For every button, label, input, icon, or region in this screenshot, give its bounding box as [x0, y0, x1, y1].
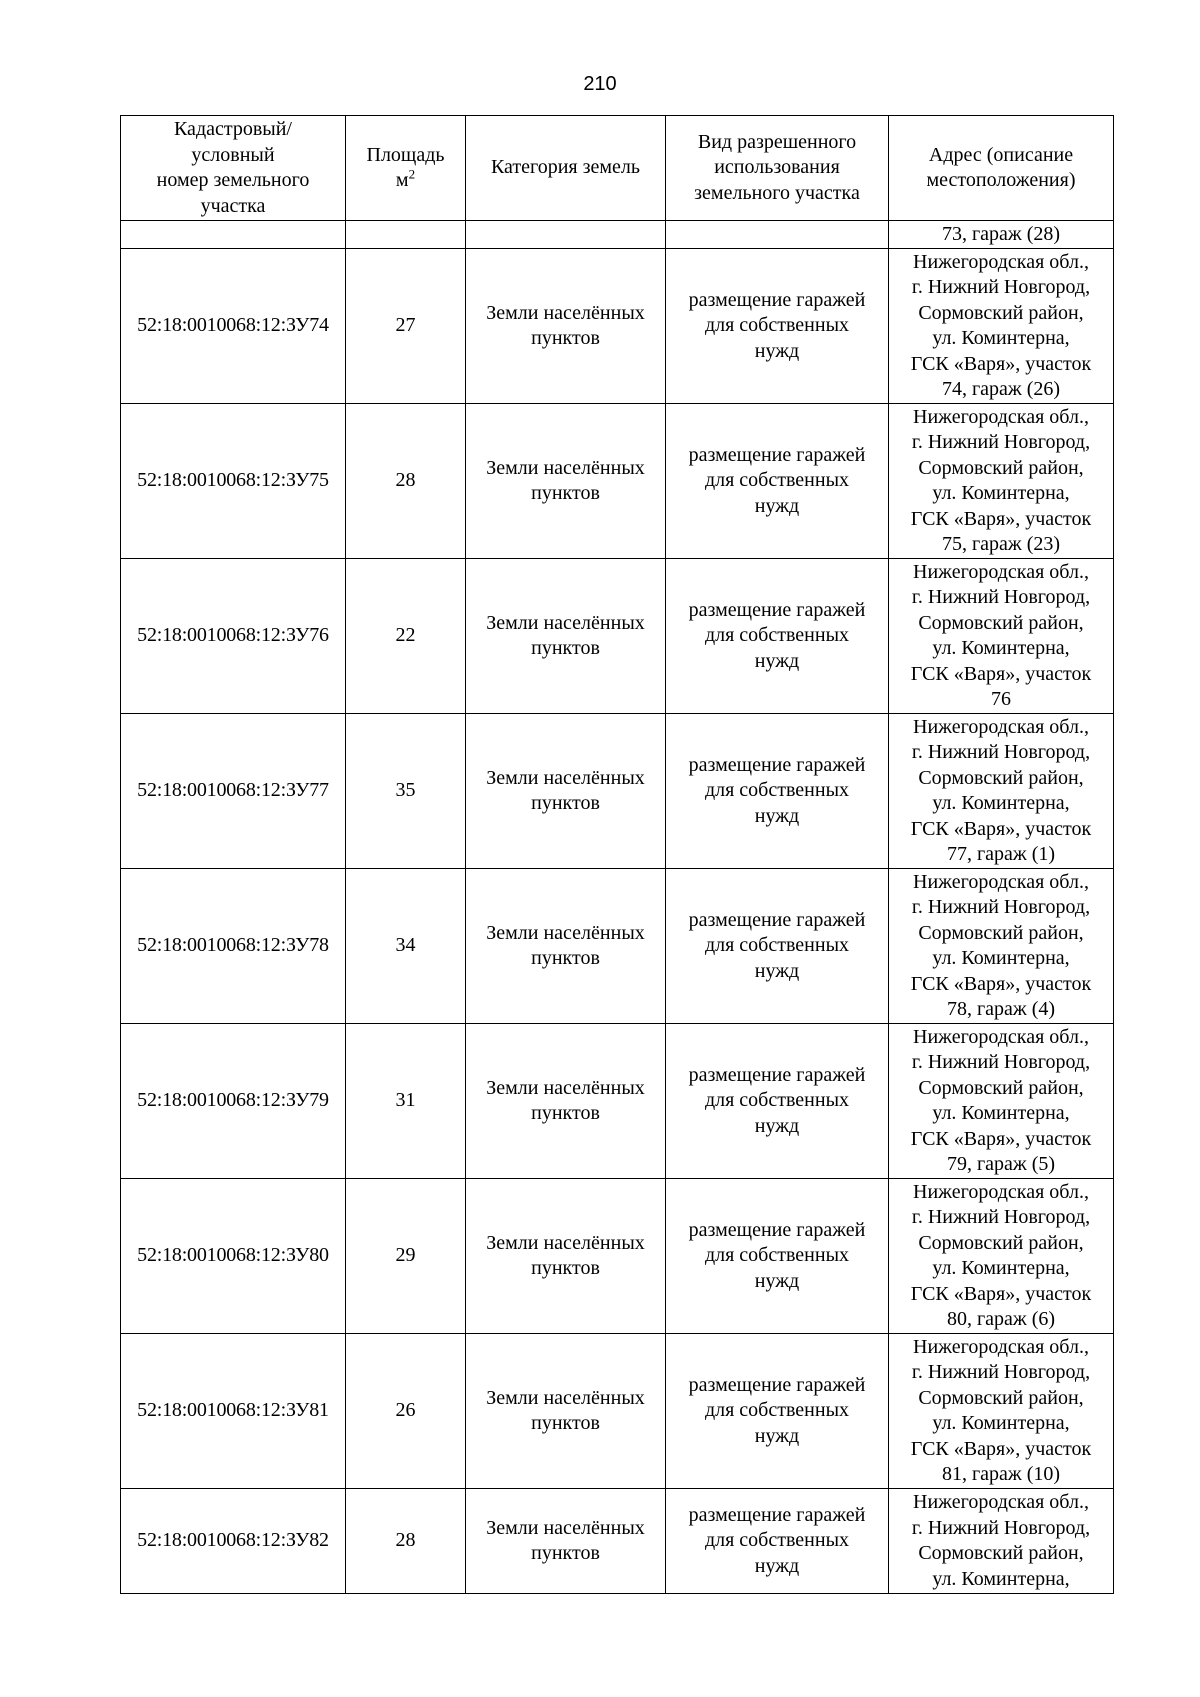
cadastral-number: 52:18:0010068:12:ЗУ77 — [121, 714, 346, 869]
header-cadastral-number — [121, 116, 346, 221]
address — [889, 559, 1114, 714]
text-line: Сормовский район, — [918, 1542, 1084, 1564]
header-area — [346, 116, 466, 221]
text-line: Сормовский район, — [918, 301, 1084, 324]
text-line: Сормовский район, — [918, 1231, 1084, 1254]
area-value: 34 — [346, 869, 466, 1024]
text-line: пунктов — [531, 1102, 600, 1124]
header-area-unit — [346, 168, 465, 194]
text-line: размещение гаражей — [688, 598, 866, 621]
header-text-line: Вид разрешенного — [697, 130, 857, 153]
text-line: Сормовский район, — [918, 611, 1084, 634]
header-land-category — [466, 116, 666, 221]
header-permitted-use — [666, 116, 889, 221]
header-text-line: Адрес (описание — [928, 143, 1074, 166]
empty-cell — [466, 221, 666, 249]
text-line: 76 — [991, 688, 1011, 710]
area-value: 31 — [346, 1024, 466, 1179]
header-text-line: участка — [200, 194, 266, 217]
text-line: пунктов — [531, 947, 600, 969]
text-line: нужд — [754, 959, 800, 982]
text-line: Нижегородская обл., — [913, 250, 1089, 273]
text-line: нужд — [754, 1424, 800, 1447]
text-line: нужд — [754, 649, 800, 672]
area-value: 22 — [346, 559, 466, 714]
text-line: для собственных — [704, 779, 850, 802]
area-value: 28 — [346, 404, 466, 559]
text-line: г. Нижний Новгород, — [911, 896, 1091, 918]
text-line: 75, гараж (23) — [941, 533, 1061, 555]
text-line: 79, гараж (5) — [946, 1153, 1056, 1175]
table-row — [121, 1024, 1114, 1179]
text-line: ул. Коминтерна, — [932, 792, 1070, 814]
land-category — [466, 1179, 666, 1334]
page-number: 210 — [583, 73, 617, 95]
area-value: 27 — [346, 249, 466, 404]
table-row — [121, 1334, 1114, 1489]
permitted-use — [666, 714, 889, 869]
text-line: ГСК «Варя», участок — [910, 507, 1092, 530]
text-line: г. Нижний Новгород, — [911, 276, 1091, 298]
table-row — [121, 1179, 1114, 1334]
text-line: 74, гараж (26) — [941, 378, 1061, 400]
address — [889, 1024, 1114, 1179]
text-line: ГСК «Варя», участок — [910, 972, 1092, 995]
text-line: нужд — [754, 804, 800, 827]
permitted-use — [666, 869, 889, 1024]
text-line: ГСК «Варя», участок — [910, 352, 1092, 375]
permitted-use — [666, 559, 889, 714]
text-line: г. Нижний Новгород, — [911, 586, 1091, 608]
text-line: для собственных — [704, 624, 850, 647]
empty-cell — [666, 221, 889, 249]
text-line: пунктов — [531, 637, 600, 659]
text-line: Сормовский район, — [918, 456, 1084, 479]
permitted-use — [666, 1334, 889, 1489]
text-line: Земли населённых — [486, 611, 645, 634]
text-line: пунктов — [531, 1542, 600, 1564]
table-row — [121, 404, 1114, 559]
text-line: пунктов — [531, 482, 600, 504]
area-unit: м — [395, 169, 409, 191]
text-line: Земли населённых — [486, 456, 645, 479]
text-line: г. Нижний Новгород, — [911, 431, 1091, 453]
text-line: Земли населённых — [486, 766, 645, 789]
text-line: нужд — [754, 494, 800, 517]
land-category — [466, 1334, 666, 1489]
text-line: размещение гаражей — [688, 443, 866, 466]
text-line: пунктов — [531, 1412, 600, 1434]
text-line: для собственных — [704, 314, 850, 337]
permitted-use — [666, 249, 889, 404]
text-line: Сормовский район, — [918, 766, 1084, 789]
address — [889, 404, 1114, 559]
text-line: для собственных — [704, 1399, 850, 1422]
land-category — [466, 559, 666, 714]
text-line: Нижегородская обл., — [913, 1335, 1089, 1358]
text-line: для собственных — [704, 1529, 850, 1552]
header-text-line: Площадь — [366, 143, 445, 166]
address — [889, 1179, 1114, 1334]
text-line: Нижегородская обл., — [913, 405, 1089, 428]
text-line: ГСК «Варя», участок — [910, 817, 1092, 840]
text-line: Сормовский район, — [918, 921, 1084, 944]
address — [889, 869, 1114, 1024]
header-text-line: местоположения) — [926, 169, 1076, 191]
text-line: для собственных — [704, 1244, 850, 1267]
text-line: размещение гаражей — [688, 1063, 866, 1086]
text-line: пунктов — [531, 327, 600, 349]
text-line: Нижегородская обл., — [913, 1180, 1089, 1203]
text-line: Сормовский район, — [918, 1386, 1084, 1409]
header-text-line: использования — [714, 156, 840, 179]
empty-cell — [346, 221, 466, 249]
text-line: Нижегородская обл., — [913, 870, 1089, 893]
area-value: 26 — [346, 1334, 466, 1489]
text-line: для собственных — [704, 469, 850, 492]
cadastral-number: 52:18:0010068:12:ЗУ75 — [121, 404, 346, 559]
cadastral-number: 52:18:0010068:12:ЗУ79 — [121, 1024, 346, 1179]
text-line: пунктов — [531, 792, 600, 814]
cadastral-number: 52:18:0010068:12:ЗУ81 — [121, 1334, 346, 1489]
text-line: Земли населённых — [486, 301, 645, 324]
text-line: Земли населённых — [486, 1076, 645, 1099]
text-line: Нижегородская обл., — [913, 1491, 1089, 1513]
text-line: ул. Коминтерна, — [932, 482, 1070, 504]
land-plots-table — [120, 115, 1114, 1594]
header-address — [889, 116, 1114, 221]
area-value: 28 — [346, 1489, 466, 1594]
text-line: Нижегородская обл., — [913, 1025, 1089, 1048]
text-line: 78, гараж (4) — [946, 998, 1056, 1020]
empty-cell — [121, 221, 346, 249]
cadastral-number: 52:18:0010068:12:ЗУ74 — [121, 249, 346, 404]
text-line: ул. Коминтерна, — [932, 1102, 1070, 1124]
permitted-use — [666, 1024, 889, 1179]
permitted-use — [666, 1179, 889, 1334]
land-category — [466, 404, 666, 559]
table-row — [121, 714, 1114, 869]
text-line: размещение гаражей — [688, 1373, 866, 1396]
address-continuation: 73, гараж (28) — [889, 221, 1114, 249]
header-text-line: земельного участка — [694, 181, 860, 204]
table-row — [121, 1489, 1114, 1594]
cadastral-number: 52:18:0010068:12:ЗУ82 — [121, 1489, 346, 1594]
text-line: размещение гаражей — [688, 1218, 866, 1241]
land-category — [466, 869, 666, 1024]
text-line: нужд — [754, 1554, 800, 1577]
area-unit-exponent: 2 — [408, 166, 416, 182]
land-category — [466, 714, 666, 869]
land-category — [466, 1024, 666, 1179]
header-text-line: Кадастровый/ — [173, 118, 292, 140]
text-line: нужд — [754, 1269, 800, 1292]
text-line: для собственных — [704, 934, 850, 957]
table-row-continuation — [121, 221, 1114, 249]
land-category — [466, 1489, 666, 1594]
text-line: г. Нижний Новгород, — [911, 741, 1091, 763]
area-value: 29 — [346, 1179, 466, 1334]
text-line: ул. Коминтерна, — [932, 1257, 1070, 1279]
table-header-row — [121, 116, 1114, 221]
text-line: 80, гараж (6) — [946, 1308, 1056, 1330]
cadastral-number: 52:18:0010068:12:ЗУ78 — [121, 869, 346, 1024]
table-row — [121, 249, 1114, 404]
text-line: ул. Коминтерна, — [932, 1412, 1070, 1434]
permitted-use — [666, 404, 889, 559]
permitted-use — [666, 1489, 889, 1594]
table-row — [121, 869, 1114, 1024]
text-line: размещение гаражей — [688, 1503, 866, 1526]
text-line: размещение гаражей — [688, 908, 866, 931]
text-line: нужд — [754, 1114, 800, 1137]
header-text-line: условный — [191, 143, 275, 166]
text-line: Нижегородская обл., — [913, 715, 1089, 738]
address — [889, 714, 1114, 869]
text-line: для собственных — [704, 1089, 850, 1112]
text-line: ГСК «Варя», участок — [910, 1127, 1092, 1150]
text-line: ГСК «Варя», участок — [910, 1282, 1092, 1305]
text-line: ГСК «Варя», участок — [910, 1437, 1092, 1460]
address — [889, 249, 1114, 404]
cadastral-number: 52:18:0010068:12:ЗУ76 — [121, 559, 346, 714]
address — [889, 1489, 1114, 1594]
text-line: г. Нижний Новгород, — [911, 1516, 1091, 1539]
text-line: размещение гаражей — [688, 288, 866, 311]
text-line: ул. Коминтерна, — [932, 637, 1070, 659]
header-text-line: Категория земель — [490, 156, 641, 179]
text-line: Земли населённых — [486, 1516, 645, 1539]
text-line: г. Нижний Новгород, — [911, 1051, 1091, 1073]
text-line: Земли населённых — [486, 1231, 645, 1254]
text-line: Земли населённых — [486, 921, 645, 944]
text-line: 81, гараж (10) — [941, 1463, 1061, 1485]
area-value: 35 — [346, 714, 466, 869]
text-line: Нижегородская обл., — [913, 560, 1089, 583]
text-line: нужд — [754, 339, 800, 362]
text-line: ГСК «Варя», участок — [910, 662, 1092, 685]
text-line: г. Нижний Новгород, — [911, 1361, 1091, 1383]
text-line: ул. Коминтерна, — [932, 1567, 1070, 1590]
land-category — [466, 249, 666, 404]
text-line: Сормовский район, — [918, 1076, 1084, 1099]
address — [889, 1334, 1114, 1489]
text-line: Земли населённых — [486, 1386, 645, 1409]
text-line: размещение гаражей — [688, 753, 866, 776]
text-line: пунктов — [531, 1257, 600, 1279]
text-line: ул. Коминтерна, — [932, 947, 1070, 969]
cadastral-number: 52:18:0010068:12:ЗУ80 — [121, 1179, 346, 1334]
text-line: г. Нижний Новгород, — [911, 1206, 1091, 1228]
text-line: ул. Коминтерна, — [932, 327, 1070, 349]
header-text-line: номер земельного — [156, 169, 310, 191]
table-row — [121, 559, 1114, 714]
text-line: 77, гараж (1) — [946, 843, 1056, 865]
